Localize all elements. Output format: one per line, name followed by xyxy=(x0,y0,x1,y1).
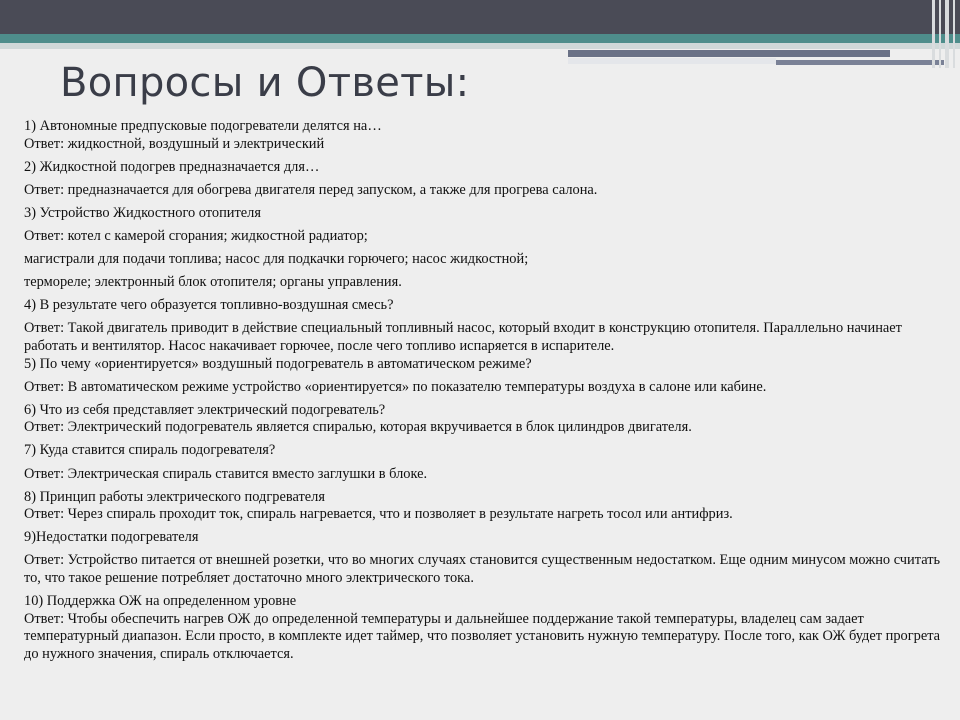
question-3: 3) Устройство Жидкостного отопителя xyxy=(24,204,261,221)
answer-10: Ответ: Чтобы обеспечить нагрев ОЖ до определенной температуры и дальнейшее поддержание такой температуры, владелец сам задает температурный диапазон. Если просто, в комплекте идет таймер, что позволяет установить нужную температуру. После того, как ОЖ будет прогрета до нужного значения, спираль отключается. xyxy=(24,610,941,662)
decor-light-strip xyxy=(568,58,776,64)
header-light-bar xyxy=(0,43,960,49)
question-6: 6) Что из себя представляет электрический подогреватель? xyxy=(24,401,386,418)
decor-strip-lower xyxy=(776,60,944,65)
header-dark-bar xyxy=(0,0,960,34)
answer-3-line-3: термореле; электронный блок отопителя; органы управления. xyxy=(24,274,402,291)
answer-9: Ответ: Устройство питается от внешней розетки, что во многих случаях становится существенным недостатком. Еще одним минусом можно считать то, что такое решение потребляет достаточно много электрического тока. xyxy=(24,552,941,586)
decor-vertical-stripes xyxy=(928,0,960,68)
answer-6: Ответ: Электрический подогреватель является спиралью, которая вкручивается в блок цилиндров двигателя. xyxy=(24,419,692,436)
question-5: 5) По чему «ориентируется» воздушный подогреватель в автоматическом режиме? xyxy=(24,355,532,372)
question-7: 7) Куда ставится спираль подогревателя? xyxy=(24,442,276,459)
question-9: 9)Недостатки подогревателя xyxy=(24,529,199,546)
answer-2: Ответ: предназначается для обогрева двигателя перед запуском, а также для прогрева салона. xyxy=(24,181,598,198)
question-4: 4) В результате чего образуется топливно-воздушная смесь? xyxy=(24,297,394,314)
question-8: 8) Принцип работы электрического подгревателя xyxy=(24,488,325,505)
qa-content xyxy=(24,118,944,669)
question-1: 1) Автономные предпусковые подогреватели делятся на… xyxy=(24,118,382,134)
header-teal-bar xyxy=(0,34,960,43)
decor-strip-upper xyxy=(568,50,890,57)
answer-3-line-2: магистрали для подачи топлива; насос для подкачки горючего; насос жидкостной; xyxy=(24,251,529,268)
answer-3-line-1: Ответ: котел с камерой сгорания; жидкостной радиатор; xyxy=(24,227,368,244)
question-10: 10) Поддержка ОЖ на определенном уровне xyxy=(24,593,297,610)
slide-title: Вопросы и Ответы: xyxy=(60,60,470,106)
answer-8: Ответ: Через спираль проходит ток, спираль нагревается, что и позволяет в результате нагреть тосол или антифриз. xyxy=(24,506,733,523)
answer-7: Ответ: Электрическая спираль ставится вместо заглушки в блоке. xyxy=(24,465,428,482)
answer-5: Ответ: В автоматическом режиме устройство «ориентируется» по показателю температуры воздуха в салоне или кабине. xyxy=(24,378,767,395)
question-2: 2) Жидкостной подогрев предназначается для… xyxy=(24,158,320,175)
answer-4: Ответ: Такой двигатель приводит в действие специальный топливный насос, который входит в конструкцию отопителя. Параллельно начинает работать и вентилятор. Насос накачивает горючее, после чего топливо испаряется в испарителе. xyxy=(24,320,902,354)
answer-1: Ответ: жидкостной, воздушный и электрический xyxy=(24,135,325,152)
